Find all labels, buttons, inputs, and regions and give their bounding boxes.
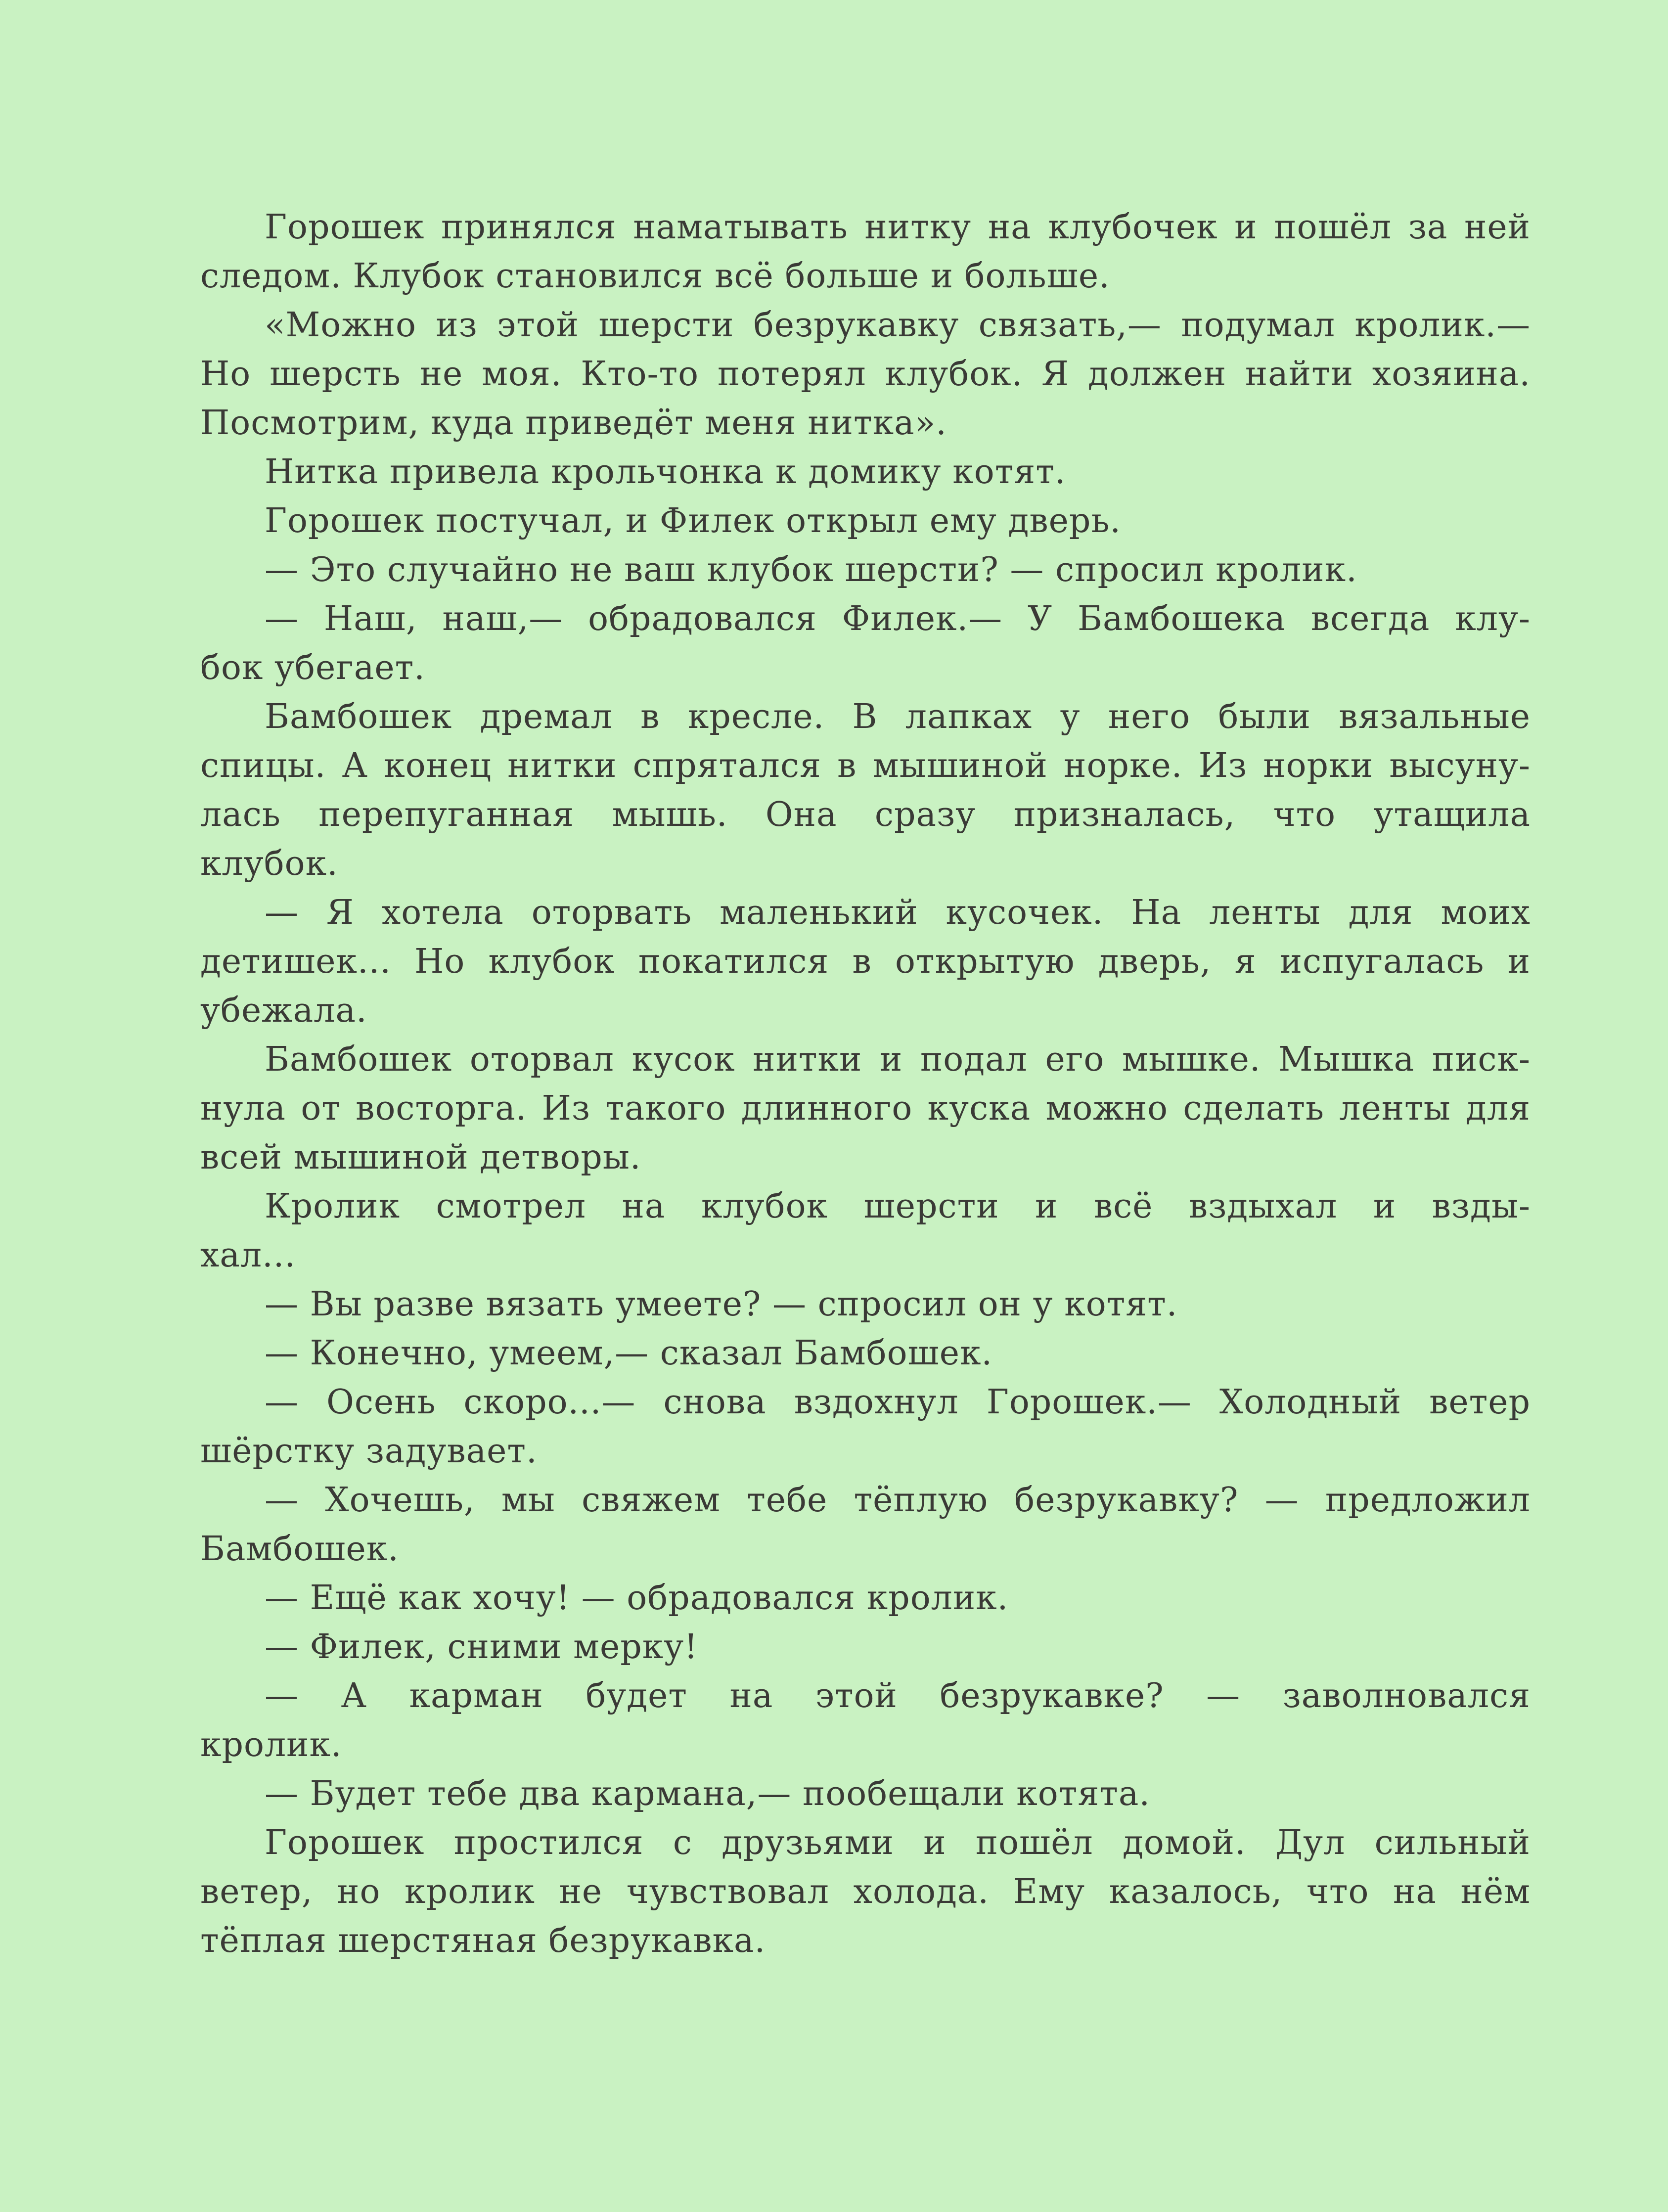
text-line: лась перепуганная мышь. Она сразу призналась, что утащила	[200, 795, 1531, 834]
text-line: — Я хотела оторвать маленький кусочек. На ленты для моих	[265, 893, 1531, 932]
text-line: тёплая шерстяная безрукавка.	[200, 1921, 766, 1960]
story-text	[200, 203, 1531, 1965]
text-line: Бамбошек дремал в кресле. В лапках у него были вязальные	[265, 697, 1531, 736]
text-line: Бамбошек.	[200, 1530, 399, 1569]
text-line: — Хочешь, мы свяжем тебе тёплую безрукавку? — предложил	[265, 1481, 1531, 1520]
text-line: нула от восторга. Из такого длинного куска можно сделать ленты для	[200, 1089, 1531, 1128]
text-line: — Конечно, умеем,— сказал Бамбошек.	[265, 1334, 993, 1373]
text-line: детишек... Но клубок покатился в открытую дверь, я испугалась и	[200, 942, 1531, 981]
text-line: клубок.	[200, 844, 338, 883]
text-line: — Филек, сними мерку!	[265, 1627, 698, 1667]
text-line: убежала.	[200, 991, 367, 1030]
text-line: — Вы разве вязать умеете? — спросил он у котят.	[265, 1285, 1178, 1324]
text-line: ветер, но кролик не чувствовал холода. Ему казалось, что на нём	[200, 1872, 1531, 1911]
text-line: Но шерсть не моя. Кто-то потерял клубок. Я должен найти хозяина.	[200, 355, 1531, 394]
text-line: бок убегает.	[200, 648, 425, 687]
text-line: — Будет тебе два кармана,— пообещали котята.	[265, 1774, 1151, 1813]
text-line: Нитка привела крольчонка к домику котят.	[265, 452, 1066, 492]
text-line: Горошек постучал, и Филек открыл ему дверь.	[265, 501, 1122, 541]
text-line: шёрстку задувает.	[200, 1432, 538, 1471]
text-line: спицы. А конец нитки спрятался в мышиной норке. Из норки высуну-	[200, 746, 1531, 785]
text-line: Посмотрим, куда приведёт меня нитка».	[200, 404, 947, 443]
text-line: — Это случайно не ваш клубок шерсти? — спросил кролик.	[265, 550, 1357, 589]
text-line: кролик.	[200, 1725, 342, 1764]
text-line: Горошек простился с друзьями и пошёл домой. Дул сильный	[265, 1823, 1531, 1862]
text-line: — Осень скоро...— снова вздохнул Горошек.— Холодный ветер	[265, 1383, 1531, 1422]
text-line: Горошек принялся наматывать нитку на клубочек и пошёл за ней	[265, 208, 1531, 247]
text-line: — Наш, наш,— обрадовался Филек.— У Бамбошека всегда клу-	[265, 599, 1531, 638]
text-line: следом. Клубок становился всё больше и больше.	[200, 257, 1110, 296]
text-line: — А карман будет на этой безрукавке? — заволновался	[265, 1676, 1531, 1715]
text-line: всей мышиной детворы.	[200, 1138, 641, 1177]
text-line: Кролик смотрел на клубок шерсти и всё вздыхал и взды-	[265, 1187, 1531, 1226]
text-line: хал...	[200, 1236, 296, 1275]
text-line: — Ещё как хочу! — обрадовался кролик.	[265, 1579, 1009, 1618]
text-line: «Можно из этой шерсти безрукавку связать,— подумал кролик.—	[265, 306, 1531, 345]
text-line: Бамбошек оторвал кусок нитки и подал его мышке. Мышка писк-	[265, 1040, 1531, 1079]
